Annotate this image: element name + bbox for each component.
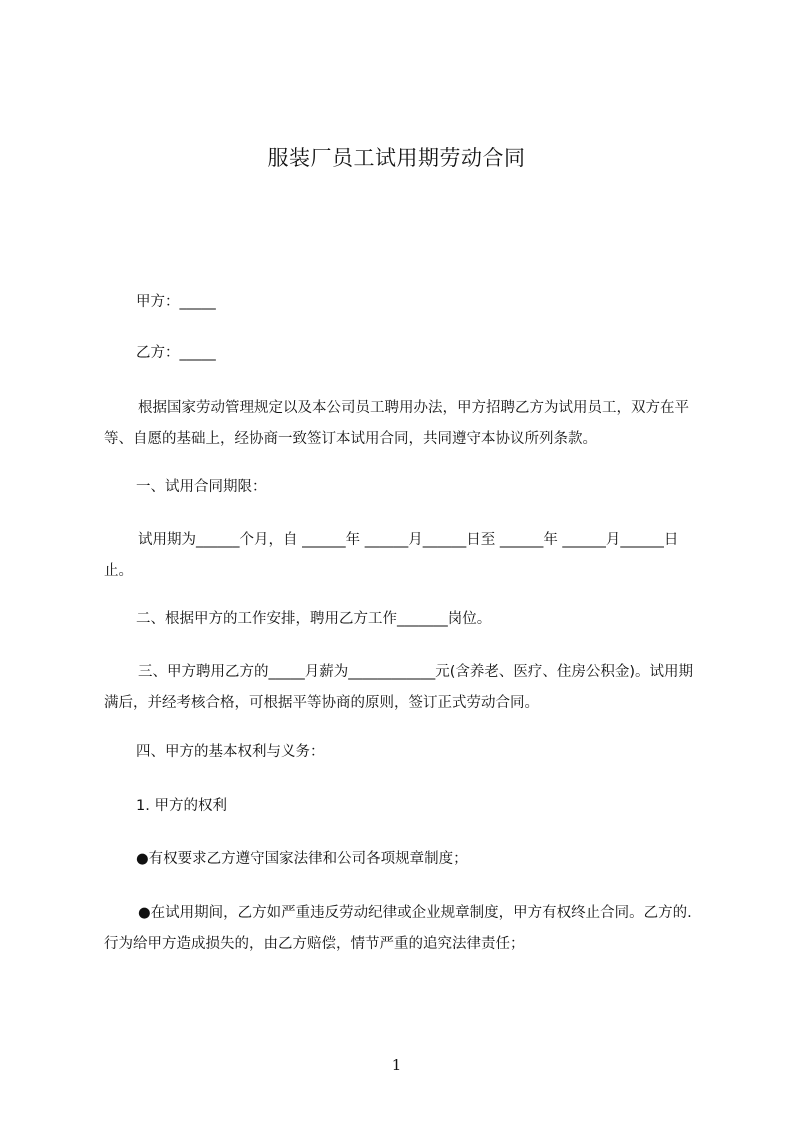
- document-title: 服装厂员工试用期劳动合同: [267, 146, 526, 170]
- party-a-line: 甲方：_____: [136, 294, 216, 310]
- section-4-heading: 四、甲方的基本权利与义务：: [136, 744, 325, 760]
- intro-paragraph: 根据国家劳动管理规定以及本公司员工聘用办法，甲方招聘乙方为试用员工，双方在平等、自愿的基础上，经协商一致签订本试用合同，共同遵守本协议所列条款。: [104, 400, 689, 447]
- subsection-1-heading: 1. 甲方的权利: [136, 798, 227, 814]
- bullet-item: ●有权要求乙方遵守国家法律和公司各项规章制度；: [136, 851, 468, 867]
- section-3-paragraph: 三、甲方聘用乙方的_____月薪为____________元(含养老、医疗、住房公积金)。试用期满后，并经考核合格，可根据平等协商的原则，签订正式劳动合同。: [104, 664, 694, 711]
- section-1-heading: 一、试用合同期限：: [136, 479, 267, 495]
- page-number: 1: [391, 1056, 402, 1074]
- section-1-body: 试用期为______个月，自 ______年 ______月______日至 ______年 ______月______日止。: [104, 532, 679, 579]
- section-2-paragraph: 二、根据甲方的工作安排，聘用乙方工作_______岗位。: [136, 611, 492, 627]
- bullet-item: ●在试用期间，乙方如严重违反劳动纪律或企业规章制度，甲方有权终止合同。乙方的. 行为给甲方造成损失的，由乙方赔偿，情节严重的追究法律责任；: [104, 905, 692, 952]
- party-b-line: 乙方：_____: [136, 345, 216, 361]
